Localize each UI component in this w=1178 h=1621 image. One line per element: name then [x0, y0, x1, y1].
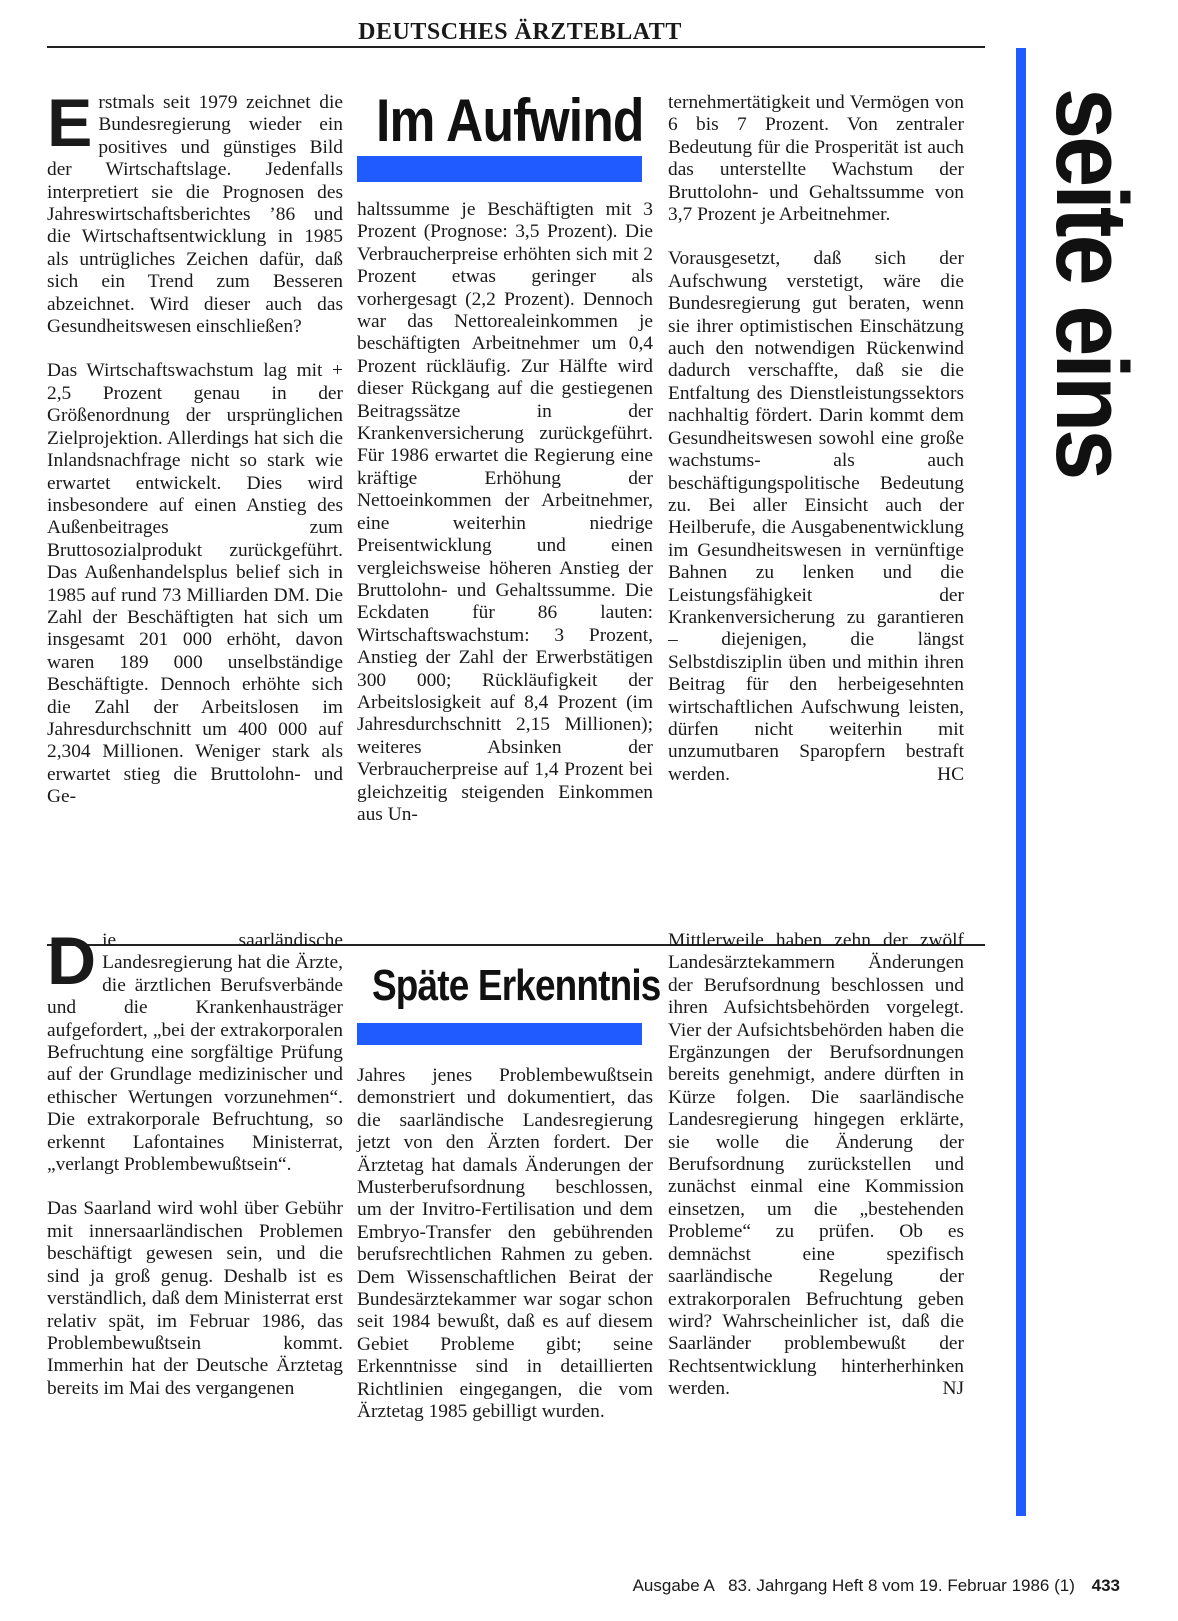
article2-column-2 — [357, 1065, 653, 1424]
article2-headline-bar — [357, 1023, 642, 1045]
article2-col1-p1: ie saarländische Landesregierung hat die Ärzte, die ärztlichen Berufsverbände und die Krankenhausträger aufgefordert, „bei der extrakorporalen Befruchtung eine sorgfältige Prüfung auf der Grundlage medizinischer und ethischer Wertungen vorzunehmen“. Die extrakorporale Befruchtung, so erkennt Lafontaines Ministerrat, „verlangt Problembewußtsein“. — [47, 930, 343, 1176]
article2-col1-p2: Das Saarland wird wohl über Gebühr mit innersaarländischen Problemen beschäftigt gewesen sein, und die sind ja groß genug. Deshalb ist es verständlich, daß dem Ministerrat erst relativ spät, im Februar 1986, das Problembewußtsein kommt. Immerhin hat der Deutsche Ärztetag bereits im Mai des vergangenen — [47, 1198, 343, 1399]
article1-col3-p2 — [668, 248, 964, 786]
article1-column-2 — [357, 199, 653, 826]
article2-col3-body: Mittlerweile haben zehn der zwölf Landesärztekammern Änderungen der Berufsordnung beschlossen und ihren Aufsichtsbehörden vorgelegt. Vier der Aufsichtsbehörden haben die Ergänzungen der Berufsordnungen bereits genehmigt, andere dürften in Kürze folgen. Die saarländische Landesregierung hingegen erklärte, sie wolle die Änderung der Berufsordnung zurückstellen und zunächst einmal eine Kommission einsetzen, um die „bestehenden Probleme“ zu prüfen. Ob es demnächst eine spezifisch saarländische Regelung der extrakorporalen Befruchtung geben wird? Wahrscheinlicher ist, daß die Saarländer problembewußt der Rechtsentwicklung hinterherhinken werden. — [668, 930, 964, 1400]
article2-paragraph — [47, 923, 343, 1176]
masthead: DEUTSCHES ÄRZTEBLATT — [358, 19, 682, 45]
article1-headline-bar — [357, 156, 642, 182]
article2-headline: Späte Erkenntnis — [372, 961, 661, 1010]
section-label: seite eins — [1034, 88, 1148, 478]
article1-col1-p2: Das Wirtschaftswachstum lag mit + 2,5 Prozent genau in der Größenordnung der ursprünglichen Zielprojektion. Allerdings hat sich die Inlandsnachfrage nicht so stark wie erwartet entwickelt. Dies wird insbesondere auf einen Anstieg des Außenbeitrages zum Bruttosozialprodukt zurückgeführt. Das Außenhandelsplus belief sich in 1985 auf rund 73 Milliarden DM. Die Zahl der Beschäftigten hat sich um insgesamt 201 000 erhöht, davon waren 189 000 unselbständige Beschäftigte. Dennoch erhöhte sich die Zahl der Arbeitslosen im Jahresdurchschnitt um 400 000 auf 2,304 Millionen. Weniger stark als erwartet stieg die Bruttolohn- und Ge- — [47, 360, 343, 808]
article1-col3-p2-text: Vorausgesetzt, daß sich der Aufschwung verstetigt, wäre die Bundesregierung gut beraten, wenn sie ihrer optimistischen Einschätzung auch den notwendigen Rückenwind dadurch verschaffte, daß sie die Entfaltung des Dienstleistungssektors nachhaltig fördert. Darin kommt dem Gesundheitswesen sowohl eine große wachstums- als auch beschäftigungspolitische Bedeutung zu. Bei aller Einsicht auch der Heilberufe, die Ausgabenentwicklung im Gesundheitswesen in vernünftige Bahnen zu lenken und die Leistungsfähigkeit der Krankenversicherung zu garantieren – diejenigen, die längst Selbstdisziplin üben und mithin ihren Beitrag für den herbeigesehnten wirtschaftlichen Aufschwung leisten, dürfen nicht weiterhin mit unzumutbaren Sparopfern bestraft werden. — [668, 248, 964, 785]
article2-dropcap: D — [47, 923, 97, 999]
article1-headline: Im Aufwind — [376, 87, 644, 154]
article1-col3-p1: ternehmertätigkeit und Vermögen von 6 bis 7 Prozent. Von zentraler Bedeutung für die Prosperität ist auch das unterstellte Wachstum der Bruttolohn- und Gehaltssumme von 3,7 Prozent je Arbeitnehmer. — [668, 92, 964, 226]
page-number: 433 — [1091, 1576, 1120, 1595]
page-footer — [560, 1575, 1120, 1597]
article2-signature: NJ — [942, 1378, 964, 1400]
top-rule — [47, 46, 985, 48]
footer-edition: Ausgabe A — [632, 1576, 714, 1595]
side-accent-bar — [1016, 48, 1026, 1516]
article2-col2-text: Jahres jenes Problembewußtsein demonstriert und dokumentiert, das die saarländische Landesregierung jetzt von den Ärzten fordert. Der Ärztetag hat damals Änderungen der Musterberufsordnung beschlossen, um der Invitro-Fertilisation und dem Embryo-Transfer den gebührenden berufsrechtlichen Rahmen zu geben. Dem Wissenschaftlichen Beirat der Bundesärztekammer war sogar schon seit 1984 bewußt, daß es auf diesem Gebiet Probleme gibt; seine Erkenntnisse sind in detaillierten Richtlinien eingegangen, die vom Ärztetag 1985 gebilligt wurden. — [357, 1065, 653, 1423]
article1-col1-p1: rstmals seit 1979 zeichnet die Bundesregierung wieder ein positives und günstiges Bild der Wirtschaftslage. Jedenfalls interpretiert sie die Prognosen des Jahreswirtschaftsberichtes ’86 und die Wirtschaftsentwicklung in 1985 als untrügliches Zeichen dafür, daß sich ein Trend zum Besseren abzeichnet. Wird dieser auch das Gesundheitswesen einschließen? — [47, 92, 343, 338]
article1-column-1 — [47, 85, 343, 809]
article1-dropcap: E — [47, 85, 93, 161]
article1-paragraph — [47, 85, 343, 338]
footer-issue: 83. Jahrgang Heft 8 vom 19. Februar 1986 (1) — [728, 1576, 1075, 1595]
article2-column-1 — [47, 923, 343, 1400]
article1-column-3 — [668, 92, 964, 786]
article2-col3-text — [668, 930, 964, 1401]
article2-column-3 — [668, 930, 964, 1401]
article1-signature: HC — [937, 763, 964, 785]
article1-col2-text: haltssumme je Beschäftigten mit 3 Prozent (Prognose: 3,5 Prozent). Die Verbraucherpreise erhöhten sich mit 2 Prozent etwas geringer als vorhergesagt (2,2 Prozent). Dennoch war das Nettorealeinkommen je beschäftigten Arbeitnehmer um 0,4 Prozent rückläufig. Zur Hälfte wird dieser Rückgang auf die gestiegenen Beitragssätze in der Krankenversicherung zurückgeführt. Für 1986 erwartet die Regierung eine kräftige Erhöhung der Nettoeinkommen der Arbeitnehmer, eine weiterhin niedrige Preisentwicklung und einen vergleichsweise höheren Anstieg der Bruttolohn- und Gehaltssumme. Die Eckdaten für 86 lauten: Wirtschaftswachstum: 3 Prozent, Anstieg der Zahl der Erwerbstätigen 300 000; Rückläufigkeit der Arbeitslosigkeit auf 8,4 Prozent (im Jahresdurchschnitt 2,15 Millionen); weiteres Absinken der Verbraucherpreise auf 1,4 Prozent bei gleichzeitig steigenden Einkommen aus Un- — [357, 199, 653, 825]
